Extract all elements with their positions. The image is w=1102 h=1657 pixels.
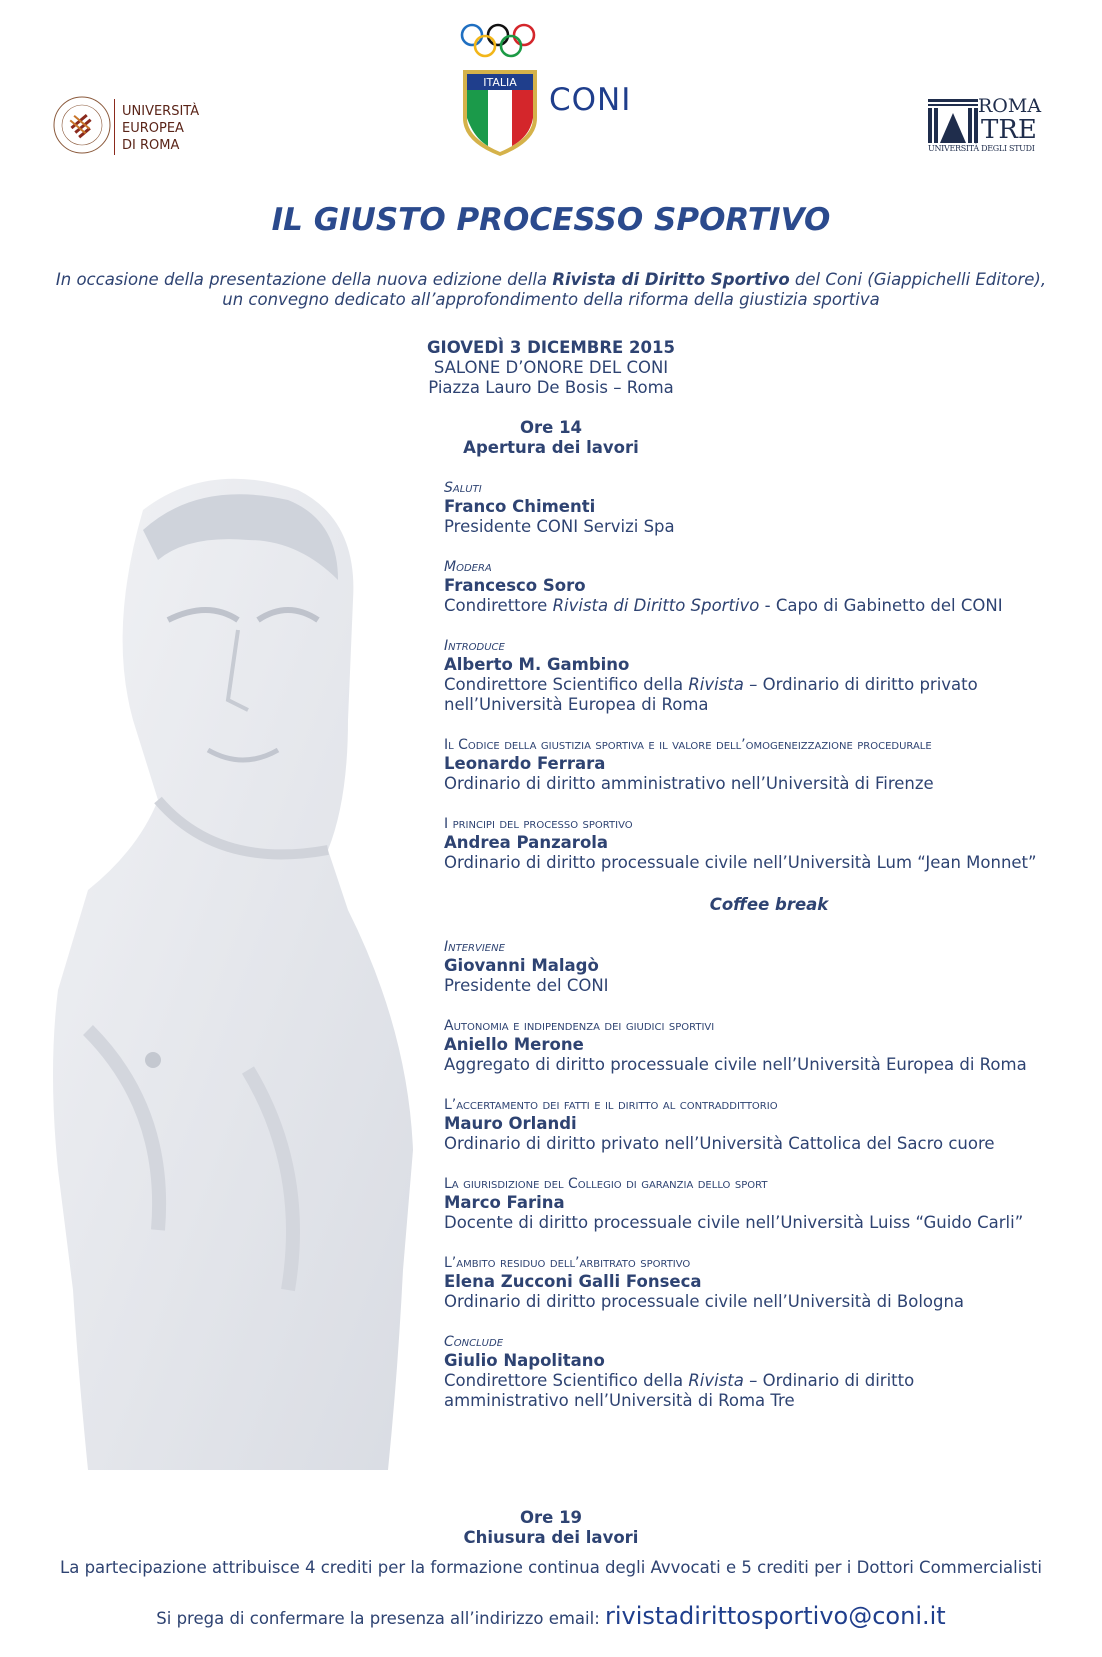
- speaker-name: Alberto M. Gambino: [444, 655, 630, 674]
- desc-part: – Ordinario di diritto: [743, 1371, 915, 1390]
- rsvp-line: [0, 1602, 1102, 1630]
- speaker-name: Marco Farina: [444, 1193, 565, 1212]
- intro-journal-name: Rivista di Diritto Sportivo: [552, 270, 790, 289]
- speaker-role: Modera: [444, 559, 492, 575]
- closing-time: Ore 19: [519, 1508, 583, 1527]
- speaker-name: Franco Chimenti: [444, 497, 596, 516]
- program-item: [444, 1097, 1084, 1154]
- program-list: [444, 480, 1084, 1433]
- speaker-description: [444, 1371, 1084, 1411]
- intro-text: [0, 270, 1102, 310]
- credits-note: La partecipazione attribuisce 4 crediti per la formazione continua degli Avvocati e 5 crediti per i Dottori Commercialisti: [60, 1558, 1042, 1577]
- speaker-description: Ordinario di diritto processuale civile nell’Università Lum “Jean Monnet”: [444, 853, 1037, 872]
- opening-block: [0, 418, 1102, 458]
- uer-line-1: UNIVERSITÀ: [122, 104, 200, 119]
- intro-line-1c: del Coni (Giappichelli Editore),: [789, 270, 1047, 289]
- speaker-description: Docente di diritto processuale civile nell’Università Luiss “Guido Carli”: [444, 1213, 1024, 1232]
- desc-part: nell’Università Europea di Roma: [444, 695, 709, 714]
- speaker-description: Aggregato di diritto processuale civile nell’Università Europea di Roma: [444, 1055, 1027, 1074]
- coni-logo: [460, 22, 660, 167]
- program-item: [444, 939, 1084, 996]
- uer-seal-icon: [52, 95, 112, 155]
- uer-line-2: EUROPEA: [122, 121, 184, 136]
- speaker-description: [444, 596, 1084, 616]
- event-date: GIOVEDÌ 3 DICEMBRE 2015: [427, 338, 675, 357]
- speaker-description: Presidente CONI Servizi Spa: [444, 517, 675, 536]
- talk-title: L’accertamento dei fatti e il diritto al contraddittorio: [444, 1097, 778, 1113]
- program-item: [444, 1018, 1084, 1075]
- olympic-rings-icon: [460, 22, 540, 62]
- talk-title: L’ambito residuo dell’arbitrato sportivo: [444, 1255, 691, 1271]
- speaker-name: Giulio Napolitano: [444, 1351, 605, 1370]
- universita-europea-logo: [52, 95, 212, 161]
- program-item: [444, 1176, 1084, 1233]
- event-venue: SALONE D’ONORE DEL CONI: [433, 358, 669, 377]
- speaker-name: Giovanni Malagò: [444, 956, 599, 975]
- program-item: [444, 1255, 1084, 1312]
- journal-name: Rivista di Diritto Sportivo: [552, 596, 760, 615]
- speaker-name: Leonardo Ferrara: [444, 754, 606, 773]
- speaker-name: Andrea Panzarola: [444, 833, 609, 852]
- roma-tre-bottom: TRE: [981, 115, 1037, 145]
- page-title: IL GIUSTO PROCESSO SPORTIVO: [271, 202, 831, 238]
- desc-part: Condirettore Scientifico della: [444, 675, 689, 694]
- speaker-description: Ordinario di diritto privato nell’Università Cattolica del Sacro cuore: [444, 1134, 995, 1153]
- roma-tre-logo: [928, 95, 1048, 165]
- roma-tre-arch-icon: [928, 99, 978, 143]
- desc-part: Condirettore Scientifico della: [444, 1371, 689, 1390]
- italia-shield-icon: [460, 68, 540, 158]
- closing-label: Chiusura dei lavori: [463, 1528, 639, 1547]
- roma-tre-subtitle: UNIVERSITÀ DEGLI STUDI: [928, 144, 1035, 153]
- program-item: [444, 480, 1084, 537]
- talk-title: Il Codice della giustizia sportiva e il valore dell’omogeneizzazione procedurale: [444, 737, 932, 753]
- talk-title: I principi del processo sportivo: [444, 816, 633, 832]
- speaker-name: Mauro Orlandi: [444, 1114, 577, 1133]
- program-item: [444, 737, 1084, 794]
- uer-divider: [114, 99, 115, 155]
- coni-name: CONI: [549, 82, 632, 118]
- speaker-role: Interviene: [444, 939, 505, 955]
- intro-line-2: un convegno dedicato all’approfondimento della riforma della giustizia sportiva: [222, 290, 880, 309]
- coffee-break: Coffee break: [709, 895, 829, 914]
- opening-time: Ore 14: [519, 418, 583, 437]
- talk-title: Autonomia e indipendenza dei giudici sportivi: [444, 1018, 715, 1034]
- opening-label: Apertura dei lavori: [463, 438, 639, 457]
- statue-image: [48, 470, 428, 1490]
- speaker-role: Conclude: [444, 1334, 504, 1350]
- speaker-role: Saluti: [444, 480, 482, 496]
- intro-line-1a: In occasione della presentazione della nuova edizione della: [55, 270, 553, 289]
- speaker-name: Aniello Merone: [444, 1035, 584, 1054]
- uer-line-3: DI ROMA: [122, 138, 180, 153]
- program-item: [444, 1334, 1084, 1411]
- italia-label: ITALIA: [483, 76, 517, 89]
- talk-title: La giurisdizione del Collegio di garanzia dello sport: [444, 1176, 768, 1192]
- program-item: [444, 638, 1084, 715]
- journal-name: Rivista: [688, 675, 744, 694]
- rsvp-text: Si prega di confermare la presenza all’indirizzo email:: [156, 1609, 606, 1628]
- event-address: Piazza Lauro De Bosis – Roma: [428, 378, 674, 397]
- uer-name: [122, 103, 199, 154]
- speaker-description: Presidente del CONI: [444, 976, 609, 995]
- program-item: [444, 559, 1084, 616]
- desc-part: Condirettore: [444, 596, 553, 615]
- speaker-name: Francesco Soro: [444, 576, 586, 595]
- speaker-name: Elena Zucconi Galli Fonseca: [444, 1272, 702, 1291]
- roma-tre-top: ROMA: [978, 95, 1042, 117]
- speaker-description: [444, 675, 1084, 715]
- speaker-description: Ordinario di diritto processuale civile nell’Università di Bologna: [444, 1292, 965, 1311]
- journal-name: Rivista: [688, 1371, 744, 1390]
- desc-part: – Ordinario di diritto privato: [743, 675, 978, 694]
- desc-part: amministrativo nell’Università di Roma Tre: [444, 1391, 795, 1410]
- closing-block: [0, 1508, 1102, 1548]
- event-details: [0, 338, 1102, 398]
- speaker-description: Ordinario di diritto amministrativo nell’Università di Firenze: [444, 774, 934, 793]
- rsvp-email-link[interactable]: rivistadirittosportivo@coni.it: [605, 1602, 946, 1630]
- speaker-role: Introduce: [444, 638, 505, 654]
- program-item: [444, 816, 1084, 873]
- desc-part: - Capo di Gabinetto del CONI: [759, 596, 1003, 615]
